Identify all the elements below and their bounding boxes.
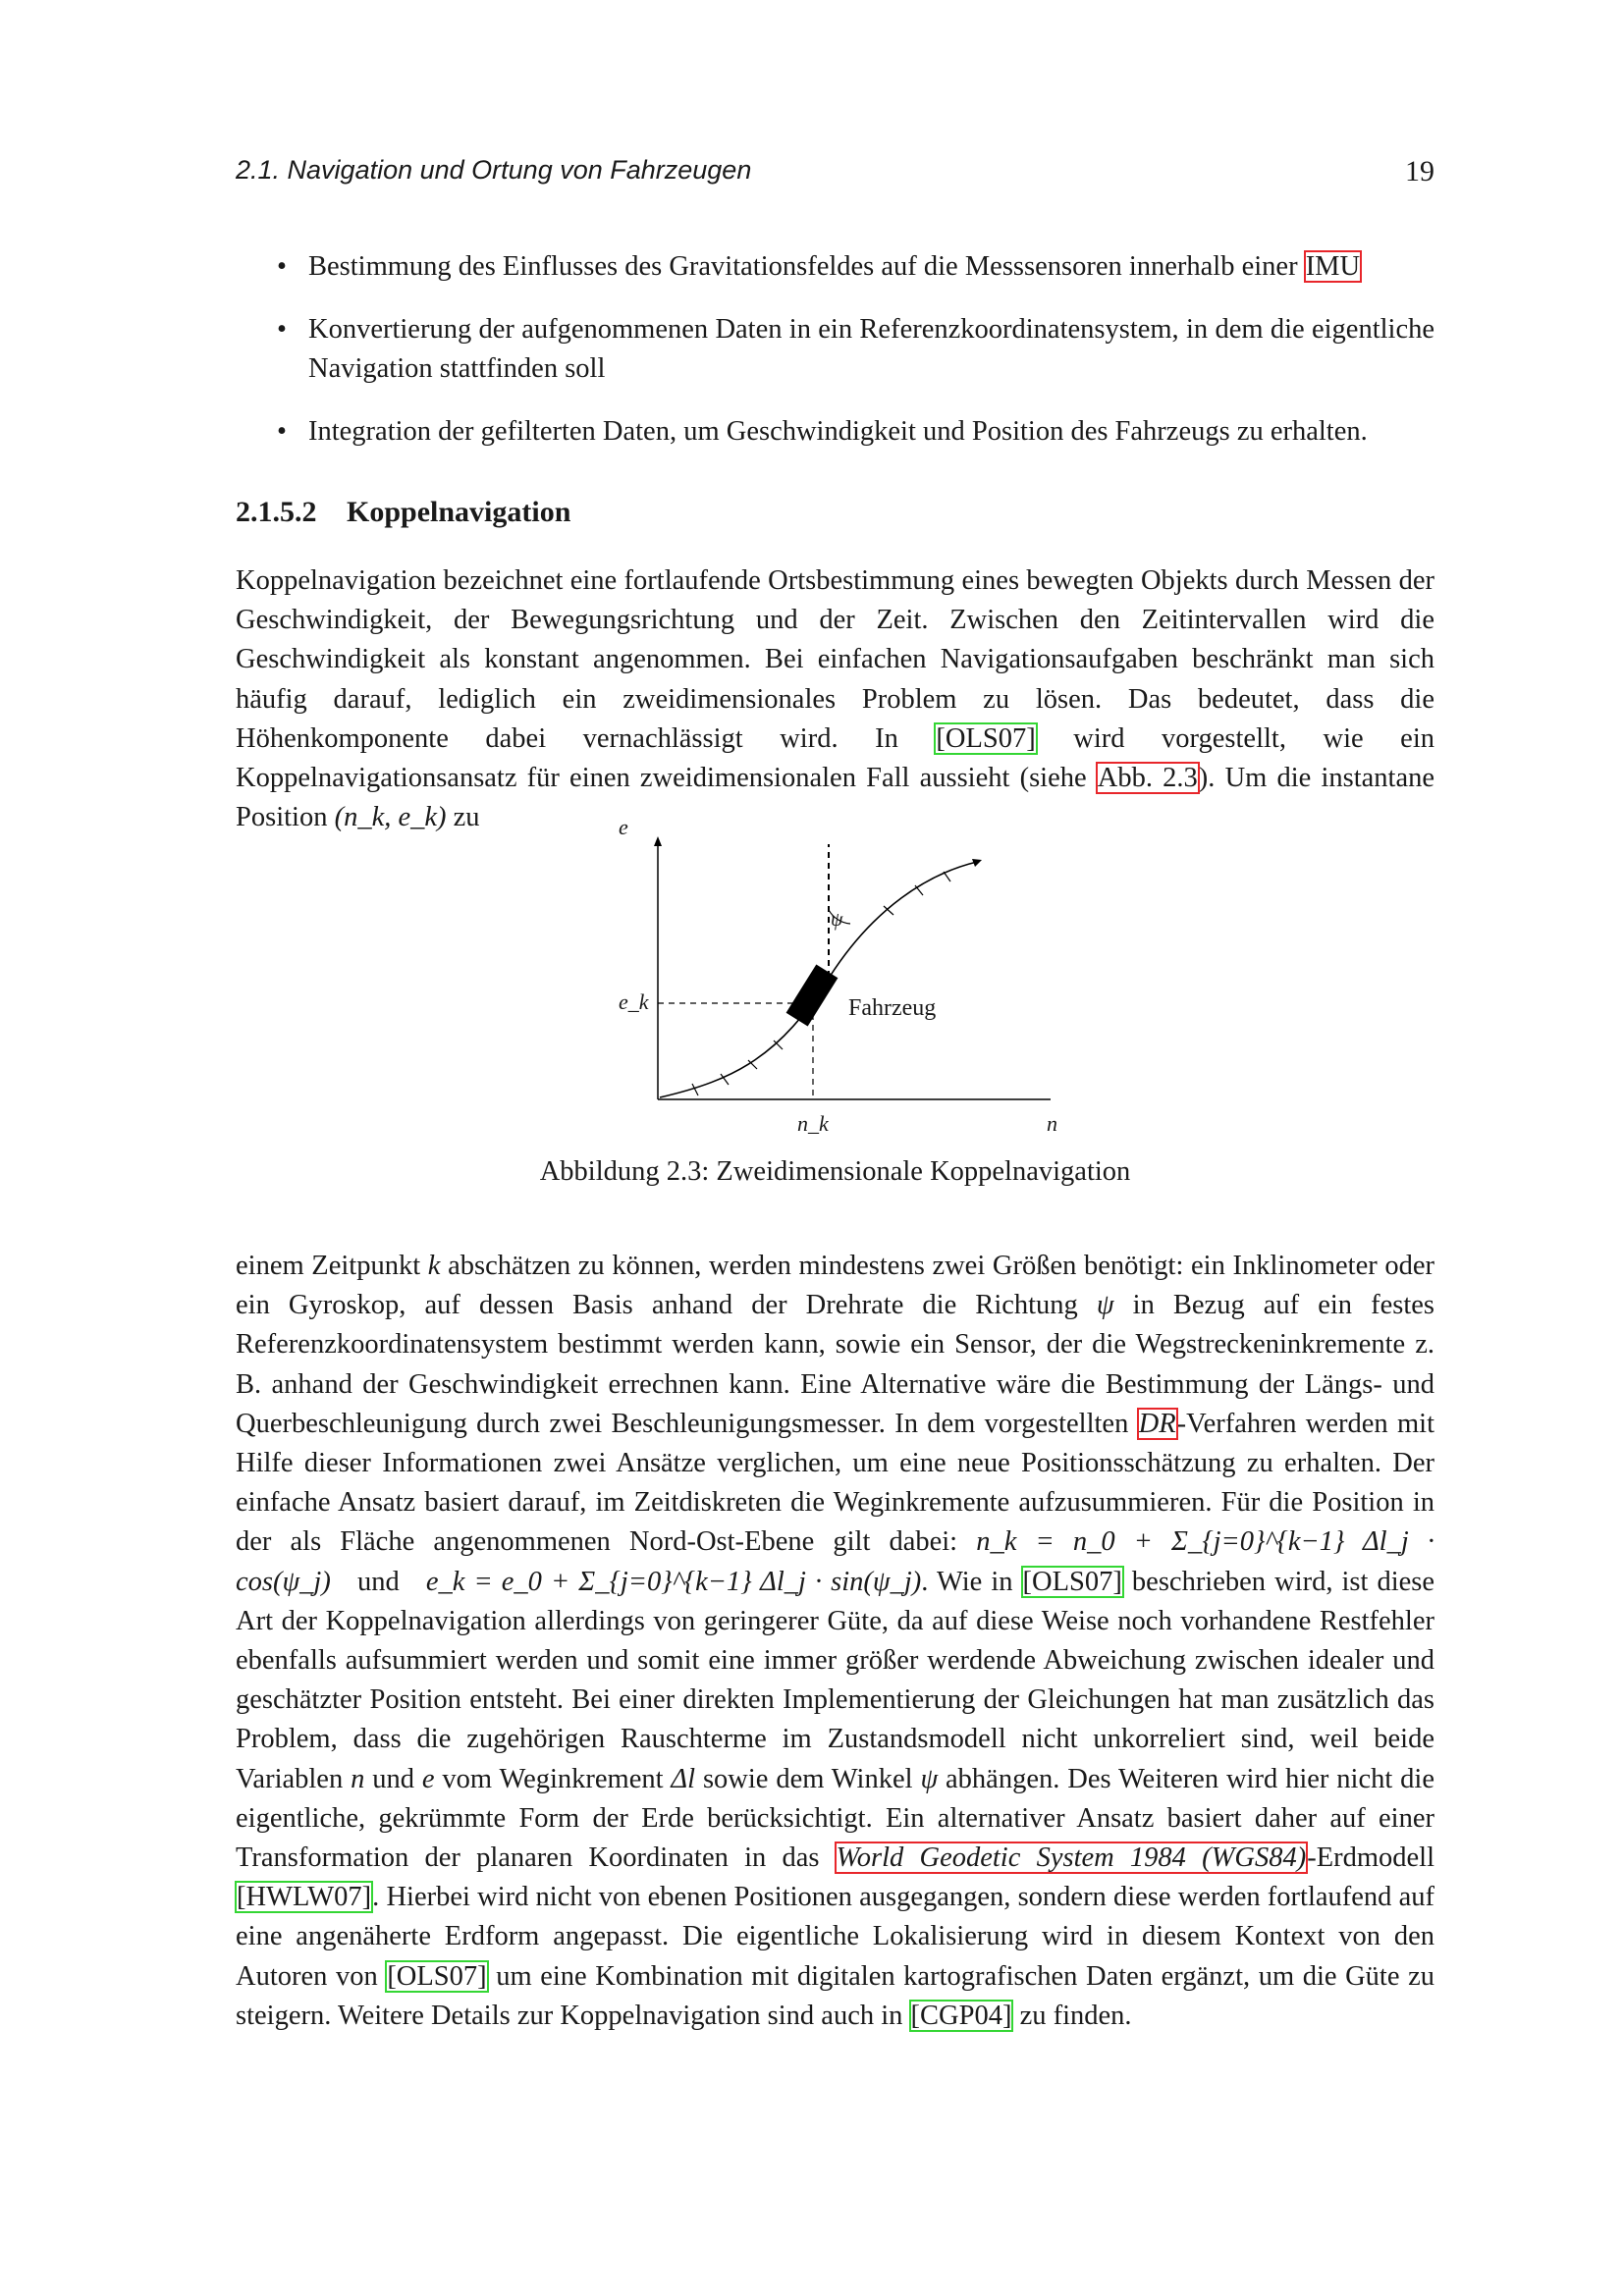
paragraph-text: um eine Kombination mit digitalen kartografischen Daten ergänzt, um die Güte zu steigern. Weitere Details zur Koppelnavigation sind auch in (236, 1960, 1434, 2031)
citation-link-hwlw07[interactable]: [HWLW07] (237, 1882, 372, 1913)
bullet-text: Bestimmung des Einflusses des Gravitationsfeldes auf die Messsensoren innerhalb einer (308, 251, 1305, 282)
axis-label-e: e (619, 815, 628, 839)
paragraph-intro (236, 561, 1434, 837)
bullet-icon: • (277, 251, 287, 282)
citation-link-cgp04[interactable]: [CGP04] (910, 2000, 1012, 2031)
paragraph-text: zu finden. (1012, 2000, 1132, 2031)
paragraph-text: . Wie in (921, 1566, 1022, 1597)
section-title: Koppelnavigation (347, 496, 571, 528)
paragraph-main (236, 1247, 1434, 2036)
equation-nk: n_k = n_0 + Σ_{j=0}^{k−1} Δl_j · cos(ψ_j) (236, 1526, 1434, 1597)
figure-diagram (589, 815, 1080, 1148)
math-psi: ψ (920, 1763, 939, 1794)
axis-label-ek: e_k (619, 989, 649, 1014)
paragraph-text: in Bezug auf ein festes Referenzkoordinatensystem bestimmt werden kann, sowie ein Sensor, der die Wegstreckeninkremente z. B. anhand der Geschwindigkeit errechnen kann. Eine Alternative wäre die Bestimmung der Längs- und Querbeschleunigung durch zwei Beschleunigungsmesser. In dem vorgestellten (236, 1290, 1435, 1439)
citation-link-ols07[interactable]: [OLS07] (387, 1960, 487, 1992)
figure-link-2-3[interactable]: Abb. 2.3 (1097, 763, 1198, 794)
bullet-list (236, 247, 1434, 475)
paragraph-text: einem Zeitpunkt (236, 1251, 428, 1281)
paragraph-text: -Verfahren werden mit Hilfe dieser Informationen zwei Ansätze verglichen, um eine neue Positionsschätzung zu erhalten. Der einfache Ansatz basiert darauf, im Zeitdiskreten die Weginkremente aufzusummieren. Für die Position in der als Fläche angenommenen Nord-Ost-Ebene gilt dabei: (236, 1408, 1434, 1558)
paragraph-text: beschrieben wird, ist diese Art der Koppelnavigation allerdings von geringerer Güte, da auf diese Weise noch vorhandene Restfehler ebenfalls aufsummiert werden und somit eine immer größer werdende Abweichung zwischen idealer und geschätzter Position entsteht. Bei einer direkten Implementierung der Gleichungen hat man zusätzlich das Problem, dass die zugehörigen Rauschterme im Zustandsmodell nicht unkorreliert sind, weil beide Variablen (236, 1566, 1435, 1794)
citation-link-ols07[interactable]: [OLS07] (936, 722, 1036, 754)
paragraph-text: zu (446, 802, 480, 833)
bullet-icon: • (277, 314, 287, 345)
bullet-item (236, 247, 1434, 287)
bullet-text: Konvertierung der aufgenommenen Daten in ein Referenzkoordinatensystem, in dem die eigentliche Navigation stattfinden soll (308, 314, 1434, 384)
paragraph-text: vom Weginkrement (434, 1763, 672, 1794)
running-header (236, 155, 1434, 194)
bullet-icon: • (277, 416, 287, 447)
paragraph-text: sowie dem Winkel (695, 1763, 921, 1794)
section-heading (236, 496, 570, 529)
math-n: n (351, 1763, 365, 1794)
paragraph-text: wird vorgestellt, wie ein Koppelnavigationsansatz für einen zweidimensionalen Fall aussieht (siehe (236, 722, 1435, 794)
page-number: 19 (1405, 155, 1434, 187)
bullet-item (236, 310, 1434, 389)
math-k: k (427, 1251, 441, 1281)
paragraph-text: und (364, 1763, 422, 1794)
trajectory-arrow-icon (972, 859, 982, 867)
figure-dead-reckoning (589, 815, 1080, 1148)
position-formula: (n_k, e_k) (334, 802, 447, 833)
acronym-link-dr[interactable]: DR (1138, 1408, 1176, 1439)
vehicle-block (786, 965, 839, 1027)
paragraph-text: abhängen. Des Weiteren wird hier nicht die eigentliche, gekrümmte Form der Erde berücksichtigt. Ein alternativer Ansatz basiert daher auf einer Transformation der planaren Koordinaten in das (236, 1763, 1434, 1874)
math-delta-l: Δl (671, 1763, 696, 1794)
math-psi: ψ (1096, 1290, 1114, 1321)
axis-label-n: n (1047, 1111, 1057, 1136)
vehicle-label: Fahrzeug (848, 995, 937, 1021)
acronym-link-imu[interactable]: IMU (1305, 251, 1361, 282)
paragraph-text: . Hierbei wird nicht von ebenen Positionen ausgegangen, sondern diese werden fortlaufend auf eine angenäherte Erdform angepasst. Die eigentliche Lokalisierung wird in diesem Kontext von den Autoren von (236, 1882, 1434, 1992)
angle-label-psi: ψ (831, 909, 843, 931)
paragraph-text: Koppelnavigation bezeichnet eine fortlaufende Ortsbestimmung eines bewegten Objekts durch Messen der Geschwindigkeit, der Bewegungsrichtung und der Zeit. Zwischen den Zeitintervallen wird die Geschwindigkeit als konstant angenommen. Bei einfachen Navigationsaufgaben beschränkt man sich häufig darauf, lediglich ein zweidimensionales Problem zu lösen. Das bedeutet, dass die Höhenkomponente dabei vernachlässigt wird. In (236, 565, 1434, 754)
paragraph-text: -Erdmodell (1307, 1842, 1434, 1874)
acronym-link-wgs84[interactable]: World Geodetic System 1984 (WGS84) (836, 1842, 1307, 1874)
section-number: 2.1.5.2 (236, 496, 317, 528)
citation-link-ols07[interactable]: [OLS07] (1022, 1566, 1122, 1597)
e-axis-arrow-icon (654, 836, 662, 846)
running-header-title: 2.1. Navigation und Ortung von Fahrzeugen (236, 155, 752, 185)
axis-label-nk: n_k (797, 1111, 829, 1136)
figure-caption: Abbildung 2.3: Zweidimensionale Koppelnavigation (539, 1156, 1131, 1187)
paragraph-text: abschätzen zu können, werden mindestens zwei Größen benötigt: ein Inklinometer oder ein Gyroskop, auf dessen Basis anhand der Drehrate die Richtung (236, 1251, 1435, 1321)
equation-ek: e_k = e_0 + Σ_{j=0}^{k−1} Δl_j · sin(ψ_j) (425, 1566, 922, 1597)
bullet-item (236, 412, 1434, 452)
word-und: und (357, 1566, 400, 1597)
math-e: e (421, 1763, 435, 1794)
bullet-text: Integration der gefilterten Daten, um Geschwindigkeit und Position des Fahrzeugs zu erhalten. (308, 416, 1368, 447)
paragraph-text: ). Um die instantane Position (236, 763, 1435, 833)
